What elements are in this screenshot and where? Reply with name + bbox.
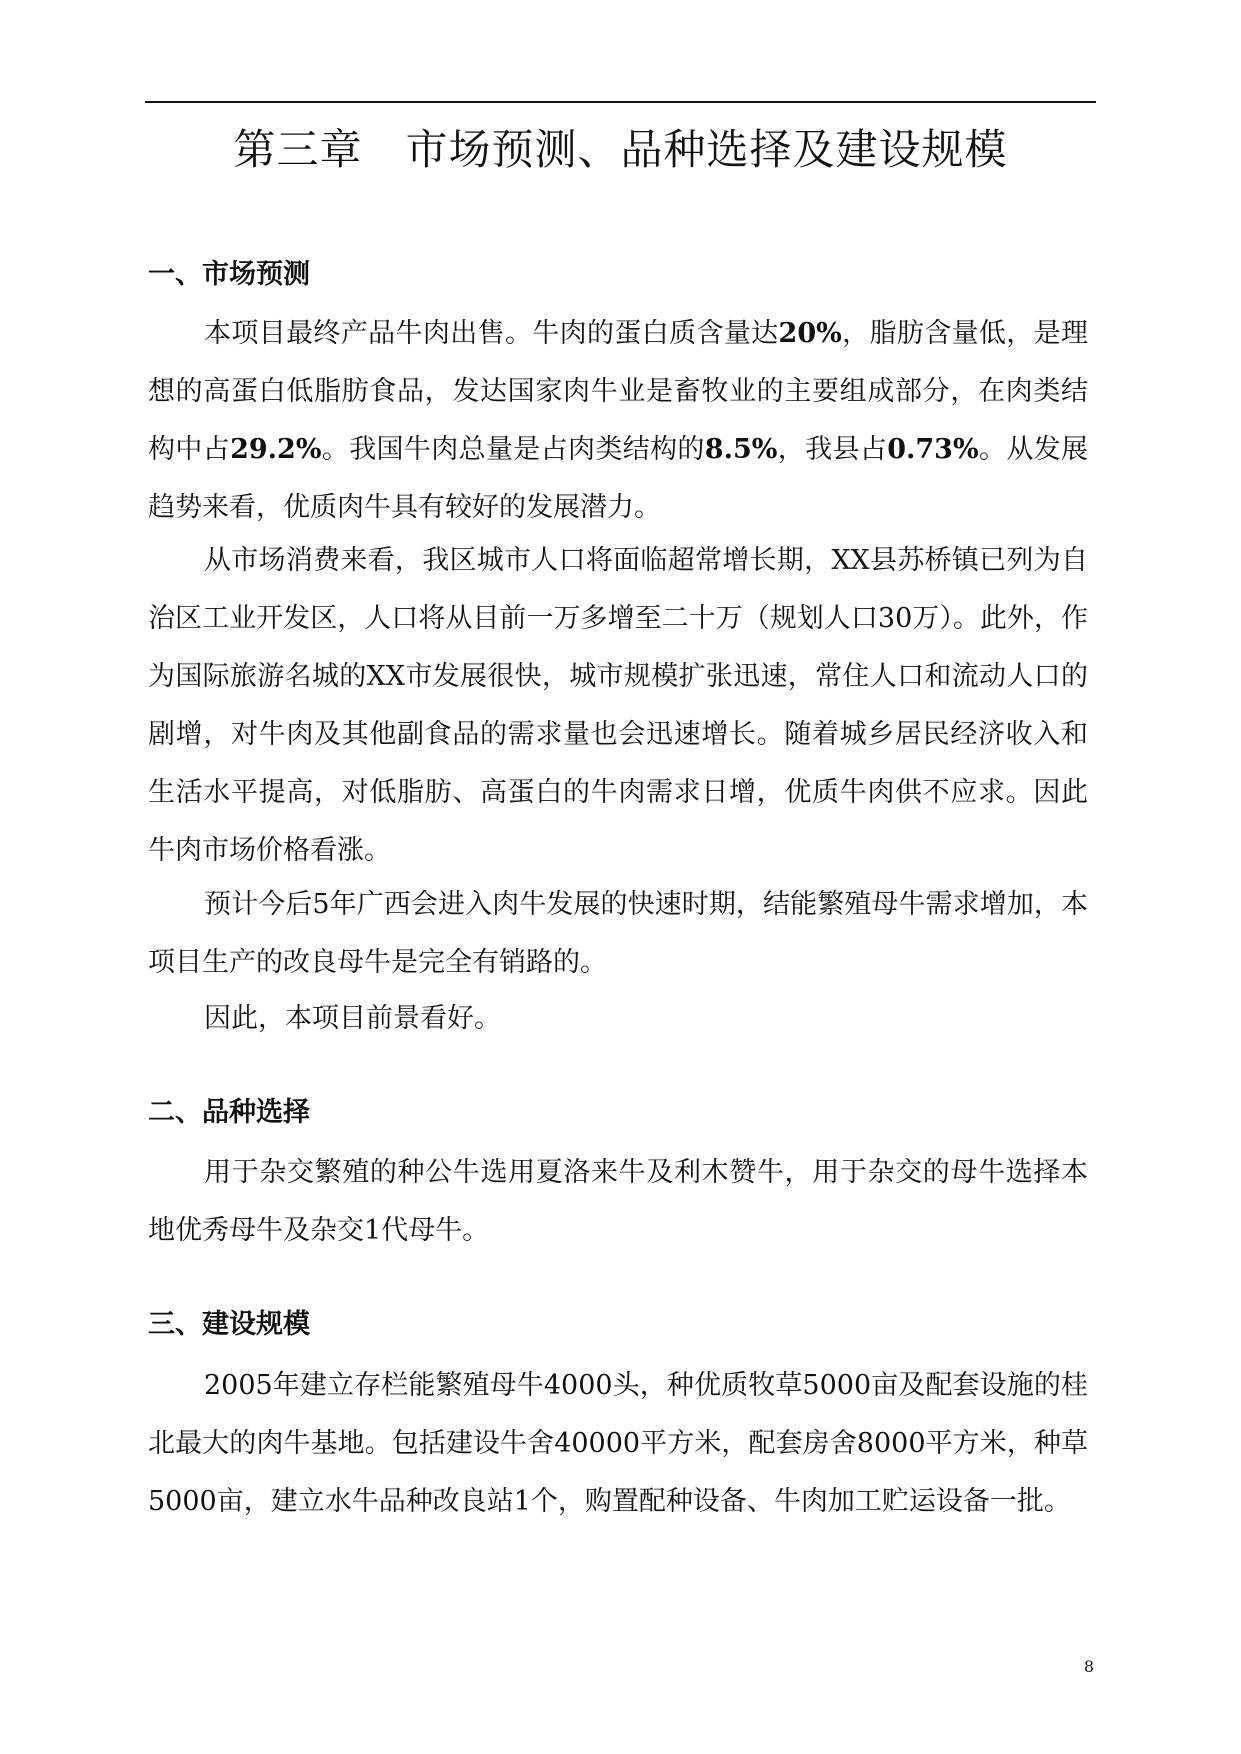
section-heading-market-forecast: 一、市场预测 (148, 259, 310, 290)
section-heading-construction-scale: 三、建设规模 (148, 1309, 310, 1340)
text-run: 本项目最终产品牛肉出售。牛肉的蛋白质含量达 (204, 318, 779, 349)
percent-county: 0.73% (887, 434, 979, 465)
paragraph-market-consumption: 从市场消费来看，我区城市人口将面临超常增长期，XX县苏桥镇已列为自治区工业开发区，人口将从目前一万多增至二十万（规划人口30万）。此外，作为国际旅游名城的XX市发展很快，城市规模扩张迅速，常住人口和流动人口的剧增，对牛肉及其他副食品的需求量也会迅速增长。随着城乡居民经济收入和生活水平提高，对低脂肪、高蛋白的牛肉需求日增，优质牛肉供不应求。因此牛肉市场价格看涨。 (148, 545, 1088, 866)
text-run: ，脂肪含量低，是理想的高蛋白低脂肪食品，发达国家肉牛业是畜牧业的主要组成部分，在肉类结构中占 (148, 318, 1089, 465)
percent-meat-structure: 29.2% (230, 434, 322, 465)
section-heading-breed-selection: 二、品种选择 (148, 1097, 310, 1128)
chapter-title: 第三章 市场预测、品种选择及建设规模 (233, 125, 1008, 174)
paragraph-breed-selection: 用于杂交繁殖的种公牛选用夏洛来牛及利木赞牛，用于杂交的母牛选择本地优秀母牛及杂交1代母牛。 (148, 1157, 1088, 1246)
header-rule (145, 101, 1096, 103)
text-run: 。我国牛肉总量是占肉类结构的 (321, 434, 705, 465)
page-number: 8 (1083, 1657, 1094, 1676)
paragraph-construction-scale: 2005年建立存栏能繁殖母牛4000头，种优质牧草5000亩及配套设施的桂北最大的肉牛基地。包括建设牛舍40000平方米，配套房舍8000平方米，种草5000亩，建立水牛品种改良站1个，购置配种设备、牛肉加工贮运设备一批。 (148, 1370, 1088, 1517)
paragraph-conclusion: 因此，本项目前景看好。 (204, 1003, 501, 1034)
paragraph-beef-nutrition (148, 305, 1088, 537)
text-run: 。从发展趋势来看，优质肉牛具有较好的发展潜力。 (148, 434, 1089, 523)
percent-protein: 20% (778, 318, 842, 349)
percent-national: 8.5% (704, 434, 778, 465)
paragraph-forecast: 预计今后5年广西会进入肉牛发展的快速时期，结能繁殖母牛需求增加，本项目生产的改良母牛是完全有销路的。 (148, 889, 1088, 978)
text-run: ，我县占 (777, 434, 888, 465)
